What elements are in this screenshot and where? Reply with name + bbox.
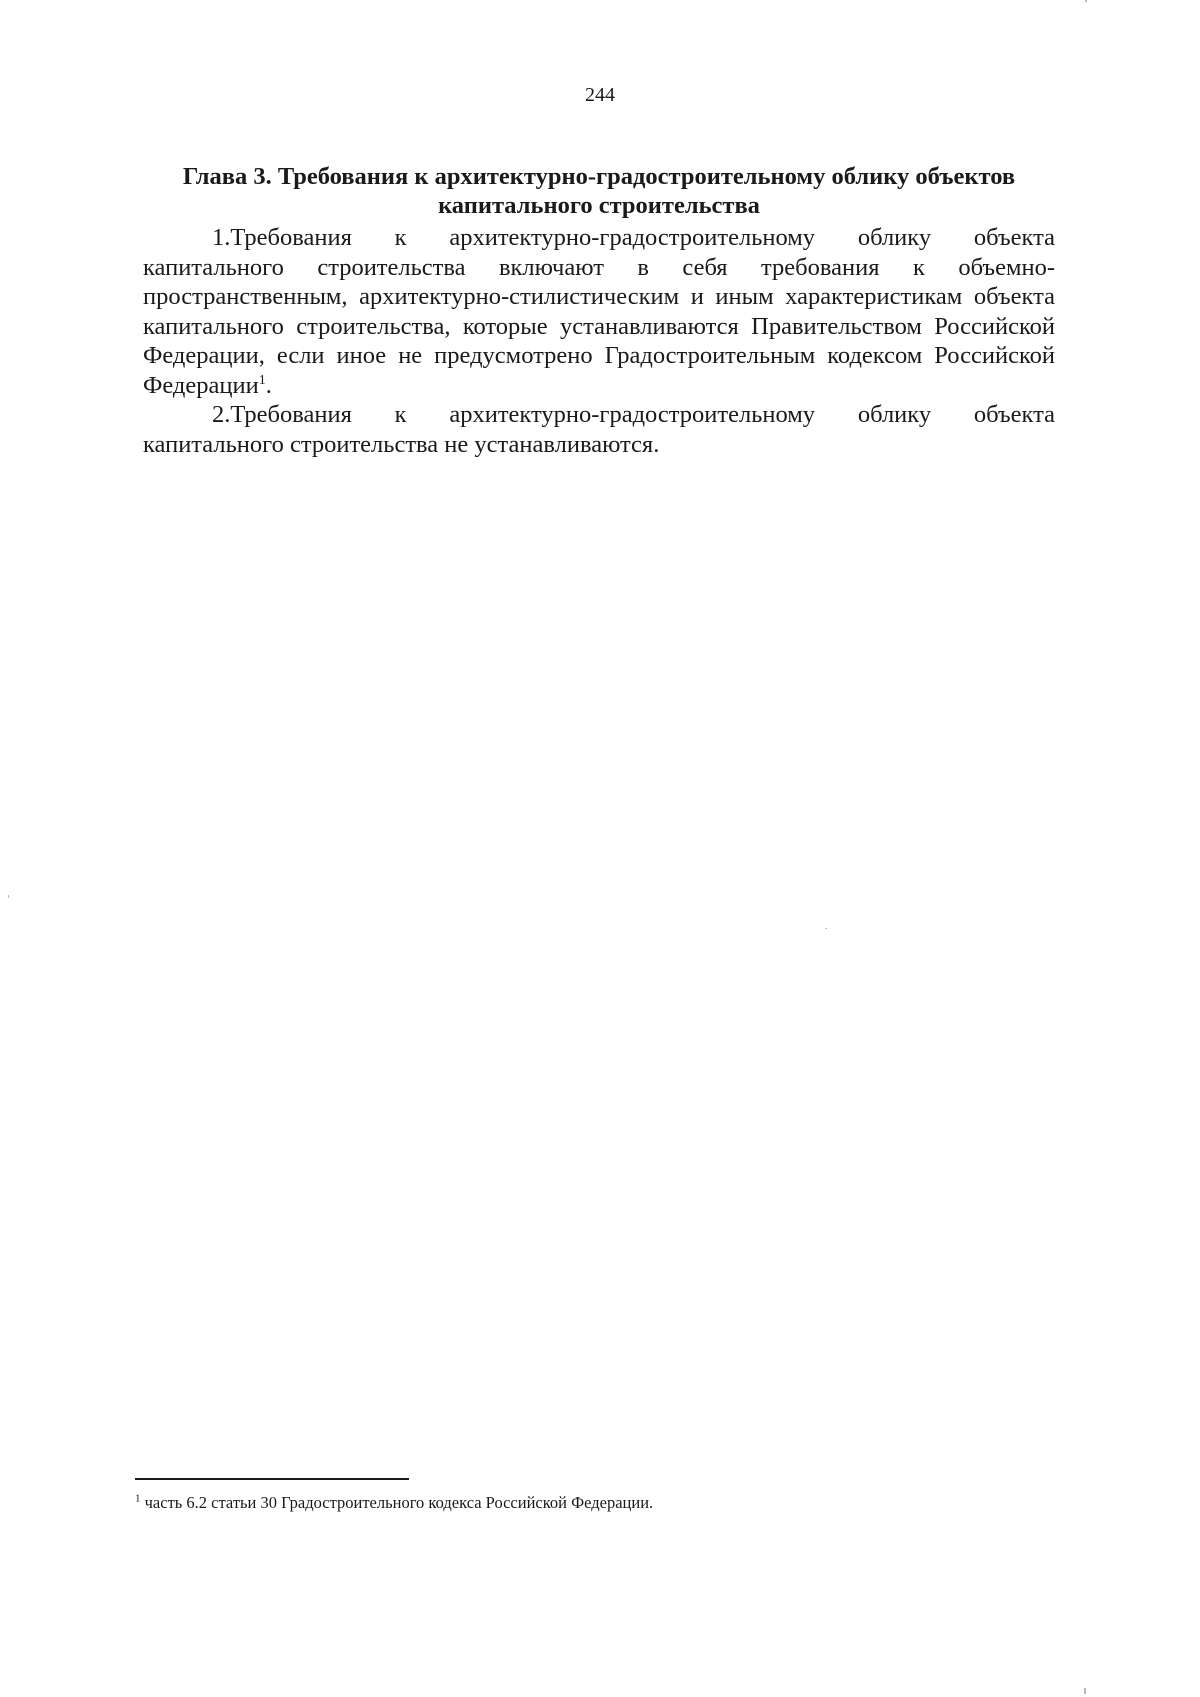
footnote-marker: 1 — [135, 1492, 141, 1505]
scan-speck — [825, 928, 827, 929]
paragraph-1 — [143, 223, 1055, 400]
scan-speck — [8, 895, 9, 898]
footnote-reference: 1 — [258, 372, 266, 388]
document-body — [143, 162, 1055, 459]
chapter-title-line-1: Глава 3. Требования к архитектурно-градостроительному облику объектов — [182, 163, 1016, 190]
footnote — [135, 1493, 1055, 1513]
page-number: 244 — [585, 84, 615, 106]
chapter-title-line-2: капитального строительства — [438, 192, 760, 219]
paragraph-1-text: 1.Требования к архитектурно-градостроительному облику объекта капитального строительства включают в себя требования к объемно-пространственным, архитектурно-стилистическим и иным характеристикам объекта капитального строительства, которые устанавливаются Правительством Российской Федерации, если иное не предусмотрено Градостроительным кодексом Российской Федерации — [143, 224, 1055, 399]
footnote-separator — [135, 1478, 409, 1480]
paragraph-1-end: . — [265, 371, 272, 399]
scan-speck — [1085, 0, 1087, 2]
chapter-title — [143, 162, 1055, 220]
footnote-text: часть 6.2 статьи 30 Градостроительного кодекса Российской Федерации. — [140, 1493, 654, 1512]
scan-speck — [1084, 1688, 1086, 1694]
paragraph-2: 2.Требования к архитектурно-градостроительному облику объекта капитального строительства не устанавливаются. — [143, 401, 1055, 458]
